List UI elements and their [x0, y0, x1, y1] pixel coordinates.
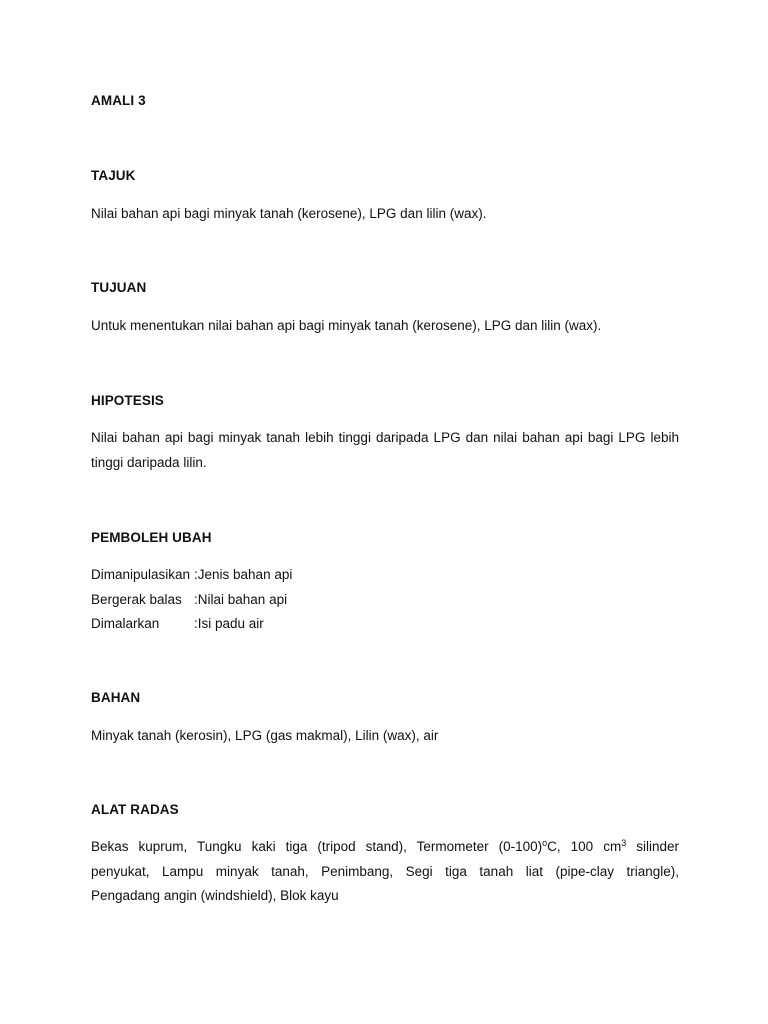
bahan-heading: BAHAN	[91, 690, 141, 705]
hipotesis-text: Nilai bahan api bagi minyak tanah lebih tinggi daripada LPG dan nilai bahan api bagi LPG lebih tinggi daripada lilin.	[91, 430, 679, 470]
variable-label: Dimanipulasikan	[91, 567, 191, 582]
variable-label: Bergerak balas	[91, 591, 182, 607]
variable-separator: :	[194, 567, 198, 582]
document-title: AMALI 3	[91, 93, 146, 108]
variable-value: Nilai bahan api	[197, 591, 288, 607]
alat-radas-line-1-part-b: C, 100 cm	[547, 839, 622, 854]
variable-row-responding	[91, 588, 679, 613]
alat-radas-line-1-part-c: silinder	[626, 839, 679, 854]
alat-radas-text	[91, 835, 679, 909]
alat-radas-heading: ALAT RADAS	[91, 802, 179, 817]
degree-sign: o	[542, 838, 548, 848]
variable-row-manipulated	[91, 563, 679, 588]
tujuan-text: Untuk menentukan nilai bahan api bagi minyak tanah (kerosene), LPG dan lilin (wax).	[91, 318, 602, 333]
cubic-superscript: 3	[621, 838, 627, 848]
pemboleh-ubah-heading: PEMBOLEH UBAH	[91, 530, 212, 545]
alat-radas-line-1-part-a: Bekas kuprum, Tungku kaki tiga (tripod stand), Termometer (0-100)	[91, 839, 543, 854]
variable-value: Isi padu air	[197, 616, 264, 631]
alat-radas-line-2: penyukat, Lampu minyak tanah, Penimbang, Segi tiga tanah liat (pipe-clay triangle),	[91, 863, 679, 879]
tajuk-heading: TAJUK	[91, 168, 136, 183]
variable-separator: :	[194, 591, 198, 607]
pemboleh-ubah-list	[91, 563, 679, 637]
alat-radas-line-3: Pengadang angin (windshield), Blok kayu	[91, 888, 339, 903]
bahan-text: Minyak tanah (kerosin), LPG (gas makmal), Lilin (wax), air	[91, 728, 439, 743]
document-page	[91, 0, 679, 1024]
alat-radas-line-1	[91, 835, 679, 860]
variable-row-controlled	[91, 612, 679, 637]
variable-value: Jenis bahan api	[197, 567, 293, 582]
tujuan-heading: TUJUAN	[91, 280, 147, 295]
variable-label: Dimalarkan	[91, 616, 160, 631]
tajuk-text: Nilai bahan api bagi minyak tanah (kerosene), LPG dan lilin (wax).	[91, 206, 487, 221]
variable-separator: :	[194, 616, 198, 631]
hipotesis-heading: HIPOTESIS	[91, 393, 164, 408]
